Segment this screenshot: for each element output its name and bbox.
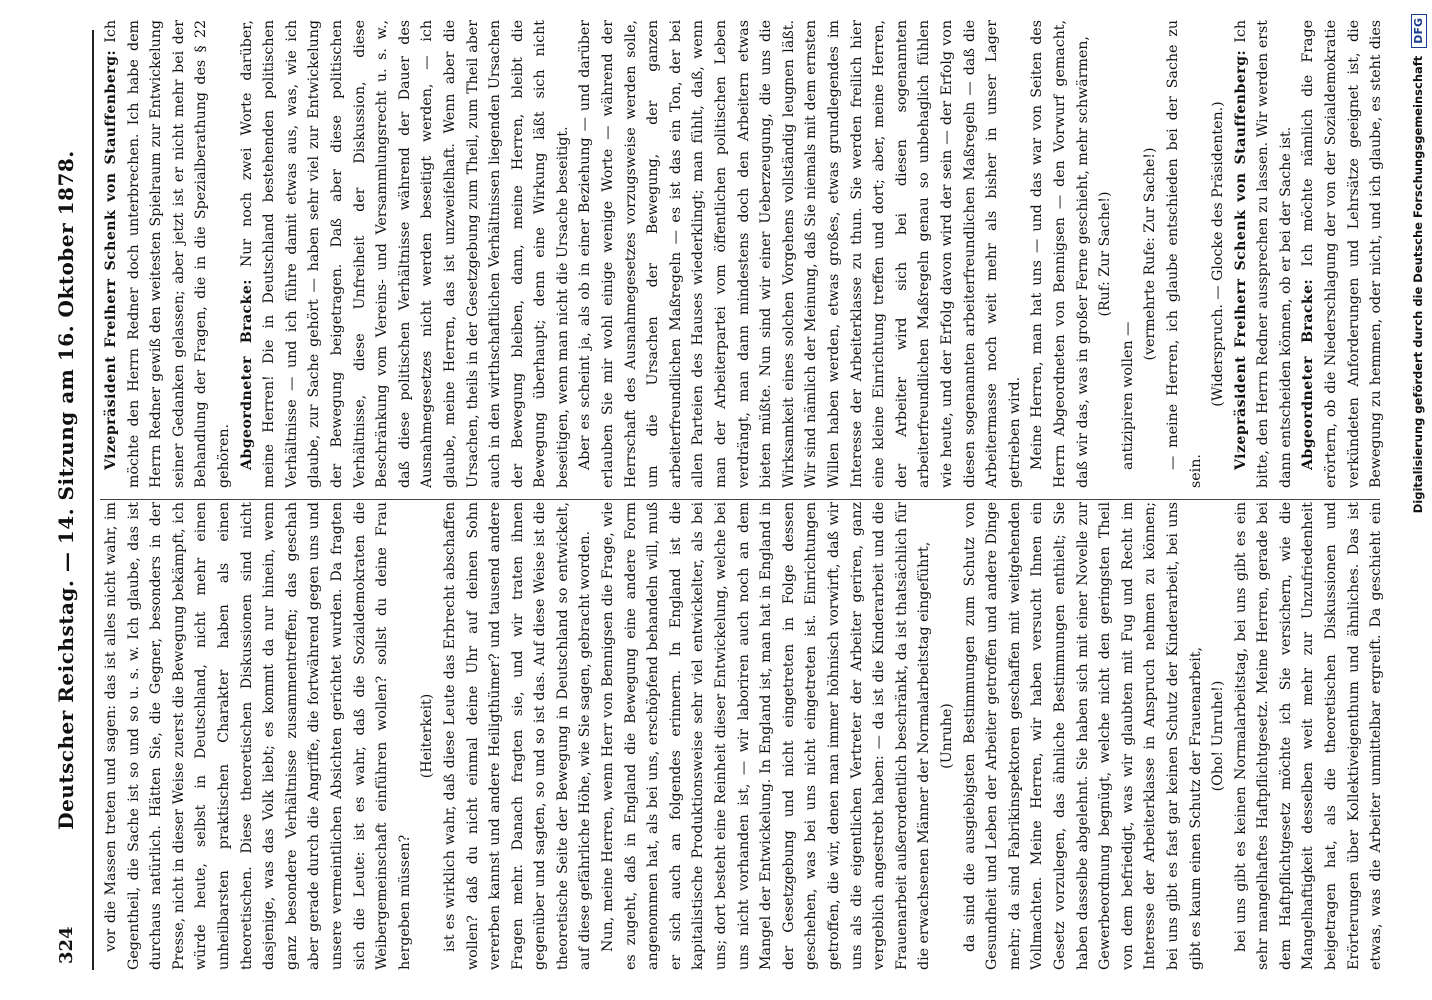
paragraph: — meine Herren, ich glaube entschieden bei der Sache zu sein. (1164, 20, 1204, 488)
speech-text: Nur noch zwei Worte darüber, meine Herren! Die in Deutschland bestehenden politischen Verhältnisse — und ich führe damit etwas aus, was, wie ich glaube, zur Sache gehört — haben sehr viel zur Entwickelung der Bewegung beigetragen. Daß aber diese politischen Verhältnisse, diese Unfreiheit der Diskussion, diese Beschränkung vom Vereins- und Versammlungsrecht u. s. w., daß diese politischen Verhältnisse während der Dauer des Ausnahmegesetzes nicht werden beseitigt werden, — ich glaube, meine Herren, das ist unzweifelhaft. Wenn aber die Ursachen, theils in der Gesetzgebung zum Theil, zum Theil aber auch in den wirthschaftlichen Verhältnissen liegenden Ursachen der Bewegung bleiben, dann, meine Herren, bleibt die Bewegung überhaupt; denn eine Wirkung läßt sich nicht beseitigen, wenn man nicht die Ursache beseitigt. (238, 20, 571, 488)
page-header (48, 0, 88, 1000)
paragraph: bei uns gibt es keinen Normalarbeitstag, bei uns gibt es ein sehr mangelhaftes Haftpflichtgesetz. Meine Herren, gerade bei dem Haftpflichtgesetz möchte ich Sie versichern, wie die Mangelhaftigkeit desselben weit mehr zur Unzufriedenheit beigetragen hat, als die theoretischen Diskussionen und Erörterungen über Kollektiveigenthum und ähnliches. Das ist etwas, was die Arbeiter unmittelbar ergreift. Da geschieht ein (1232, 502, 1385, 970)
paragraph: da sind die ausgiebigsten Bestimmungen zum Schutz von Gesundheit und Leben der Arbeiter getroffen und andere Dinge mehr; da sind Fabrikinspektoren geschaffen mit weitgehenden Vollmachten. Meine Herren, wir haben versucht Ihnen ein Gesetz vorzulegen, das ähnliche Bestimmungen enthielt; Sie haben dasselbe abgelehnt. Sie haben sich mit einer Novelle zur Gewerbeordnung begnügt, welche nicht den geringsten Theil von dem befriedigt, was wir glaubten mit Fug und Recht im Interesse der Arbeiterklasse in Anspruch nehmen zu können; bei uns gibt es fast gar keinen Schutz der Kinderarbeit, bei uns gibt es kaum einen Schutz der Frauenarbeit, (961, 502, 1204, 970)
page-title: Deutscher Reichstag. — 14. Sitzung am 16. Oktober 1878. (54, 150, 78, 830)
paragraph: Meine Herren, man hat uns — und das war von Seiten des Herrn Abgeordneten von Bennigsen — den Vorwurf gemacht, daß wir das, was in großer Ferne geschieht, mehr schwärmen, (1029, 20, 1091, 488)
speaker-name: Vizepräsident Freiherr Schenk von Stauffenberg: (1232, 49, 1249, 470)
paragraph: antizipiren wollen — (1119, 321, 1136, 470)
paragraph: Nun, meine Herren, wenn Herr von Bennigsen die Frage, wie es zugeht, daß in England die Bewegung eine andere Form angenommen hat, als bei uns, erschöpfend behandeln will, muß er sich auch an folgendes erinnern. In England ist die kapitalistische Produktionsweise sehr viel entwickelter, als bei uns; dort besteht eine Reinheit dieser Entwickelung, welche bei uns nicht vorhanden ist, — wir laboriren auch noch an dem Mangel der Entwickelung. In England ist, man hat in England in der Gesetzgebung und nicht eingetreten in Folge dessen geschehen, was bei uns nicht eingetreten ist. Einrichtungen getroffen, die wir, denen man immer höhnisch vorwirft, daß wir uns als die eigentlichen Vertreter der Arbeiter geriren, ganz vergeblich angestrebt haben: — da ist die Kinderarbeit und die Frauenarbeit außerordentlich beschränkt, da ist thatsächlich für die erwachsenen Männer der Normalarbeitstag eingeführt, (600, 502, 933, 970)
speech-text: Ich möchte nämlich die Frage erörtern, ob die Niederschlagung der von der Sozialdemokratie verkündeten Anforderungen und Lehrsätze geeignet ist, die Bewegung zu hemmen, oder nicht, und ich glaube, es steht dies (1300, 20, 1385, 488)
page-number: 324 (56, 926, 77, 964)
left-column (100, 502, 1390, 970)
interjection: (Heiterkeit) (419, 693, 436, 779)
header-rule (92, 30, 94, 970)
speech-text: Ich bitte, den Herrn Redner aussprechen zu lassen. Wir werden erst dann entscheiden können, ob er bei der Sache ist. (1232, 20, 1294, 488)
paragraph: ist es wirklich wahr, daß diese Leute das Erbrecht abschaffen wollen? daß du nicht einmal deine Uhr auf deinen Sohn vererben kannst und andere Heiligthümer? und tausend andere Fragen mehr. Danach fragten sie, und wir traten ihnen gegenüber und sagten, so und so ist das. Auf diese Weise ist die theoretische Seite der Bewegung in Deutschland so entwickelt, auf diese gefährliche Höhe, wie Sie sagen, gebracht worden. (441, 502, 594, 970)
digitization-note (1404, 0, 1432, 1000)
dfg-logo: DFG (1411, 14, 1427, 48)
speech-paragraph (100, 20, 236, 488)
interjection: (vermehrte Rufe: Zur Sache!) (1142, 147, 1159, 361)
right-column (100, 20, 1390, 488)
speech-paragraph (236, 20, 575, 488)
digitization-text: Digitalisierung gefördert durch die Deutsche Forschungsgemeinschaft (1411, 55, 1425, 514)
interjection: (Widerspruch. — Glocke des Präsidenten.) (1210, 101, 1227, 407)
speaker-name: Abgeordneter Bracke: (238, 279, 255, 470)
paragraph: vor die Massen treten und sagen: das ist alles nicht wahr, im Gegentheil, die Sache ist so und so u. s. w. Ich glaube, das ist durchaus natürlich. Hätten Sie, die Gegner, besonders in der Presse, nicht in dieser Weise zuerst die Bewegung bekämpft, ich würde heute, selbst in Deutschland, nicht mehr einen unheilbarsten praktischen Charakter haben als einen theoretischen. Diese theoretischen Diskussionen sind nicht dasjenige, was das Volk liebt; es kommt da nur hinein, wenn ganz besondere Verhältnisse zusammentreffen; das geschah aber gerade durch die Angriffe, die fortwährend gegen uns und unsere vermeintlichen Absichten gerichtet wurden. Da fragten sich die Leute: ist es wahr, daß die Sozialdemokraten die Weibergemeinschaft einführen wollen? sollst du deine Frau hergeben müssen? (103, 502, 413, 970)
paragraph: Aber es scheint ja, als ob in einer Beziehung — und darüber erlauben Sie mir wohl einige wenige Worte — während der Herrschaft des Ausnahmegesetzes vorzugsweise werden solle, um die Ursachen der Bewegung, der ganzen arbeiterfreundlichen Maßregeln — es ist das ein Ton, der bei allen Parteien des Hauses wiederklingt; man fühlt, daß, wenn man der Arbeiterpartei vom öffentlichen politischen Leben verdrängt, man dann mindestens doch den Arbeitern etwas bieten müßte. Nun sind wir einer Ueberzeugung, die uns die Wirksamkeit eines solchen Vorgehens vollständig leugnen läßt. Wir sind nämlich der Meinung, daß Sie niemals mit dem ernsten Willen haben werden, etwas großes, etwas grundlegendes im Interesse der Arbeiterklasse zu thun. Sie werden freilich hier eine kleine Einrichtung treffen und dort; aber, meine Herren, der Arbeiter wird sich bei diesen sogenannten arbeiterfreundlichen Maßregeln genau so unbehaglich fühlen wie heute, und der Erfolg davon wird der sein — der Erfolg von diesen sogenannten arbeiterfreundlichen Maßregeln — daß die Arbeitermasse noch weit mehr als bisher in unser Lager getrieben wird. (577, 20, 1023, 488)
speech-text: Ich möchte den Herrn Redner doch unterbrechen. Ich habe dem Herrn Redner gewiß den weitesten Spielraum zur Entwickelung seiner Gedanken gelassen; aber jetzt ist er nicht mehr bei der Behandlung der Fragen, die in die Spezialberathung des § 22 gehören. (103, 20, 232, 488)
speech-paragraph (1297, 20, 1390, 488)
interjection: (Oho! Unruhe!) (1210, 680, 1227, 792)
column-divider (100, 499, 1380, 500)
speech-paragraph (1230, 20, 1298, 488)
speaker-name: Abgeordneter Bracke: (1300, 278, 1317, 470)
interjection: (Ruf: Zur Sache!) (1097, 191, 1114, 317)
interjection: (Unruhe) (938, 703, 955, 769)
speaker-name: Vizepräsident Freiherr Schenk von Stauffenberg: (103, 49, 119, 470)
